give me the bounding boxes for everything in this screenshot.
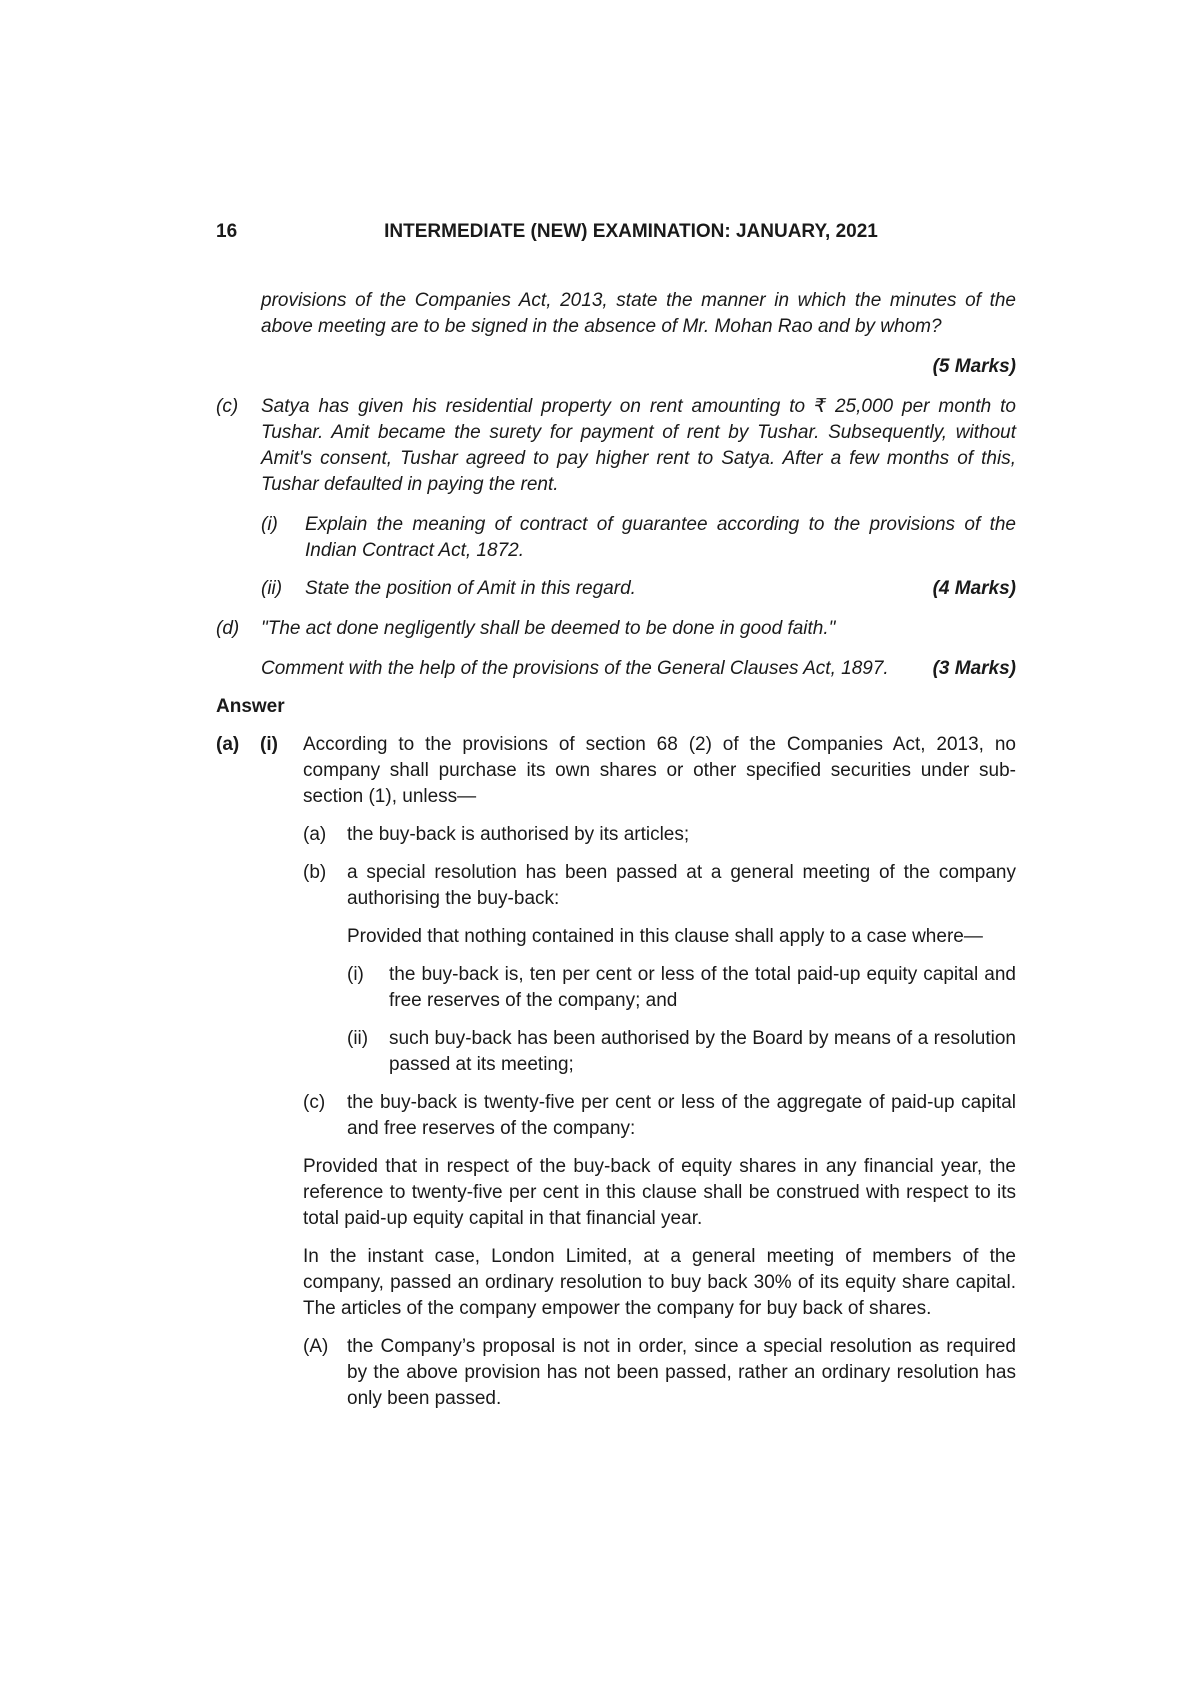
page-title: INTERMEDIATE (NEW) EXAMINATION: JANUARY, 2021 — [384, 221, 878, 242]
clause-a — [303, 822, 1016, 848]
clause-c-text: the buy-back is twenty-five per cent or less of the aggregate of paid-up capital and free reserves of the company: — [347, 1092, 1016, 1139]
answer-a-i — [216, 732, 1016, 810]
clause-b-label: (b) — [303, 862, 327, 883]
clause-b-text: a special resolution has been passed at a general meeting of the company authorising the buy-back: — [347, 862, 1016, 909]
question-d-comment: Comment with the help of the provisions of the General Clauses Act, 1897. — [261, 658, 889, 679]
proviso-item-ii-text: such buy-back has been authorised by the Board by means of a resolution passed at its meeting; — [389, 1028, 1016, 1075]
page-content — [216, 288, 1016, 1412]
proviso-item-i-text: the buy-back is, ten per cent or less of the total paid-up equity capital and free reserves of the company; and — [389, 964, 1016, 1011]
proviso-item-ii-label: (ii) — [347, 1028, 369, 1049]
question-c-text: Satya has given his residential property on rent amounting to ₹ 25,000 per month to Tushar. Amit became the surety for payment of rent by Tushar. Subsequently, without Amit's consent, Tushar agreed to pay higher rent to Satya. After a few months of this, Tushar defaulted in paying the rent. — [261, 396, 1016, 495]
conclusion-a — [303, 1334, 1016, 1412]
question-c-part-ii — [261, 576, 1016, 602]
proviso-item-i-label: (i) — [347, 964, 364, 985]
instant-case: In the instant case, London Limited, at a general meeting of members of the company, passed an ordinary resolution to buy back 30% of its equity share capital. The articles of the company empower the company for buy back of shares. — [303, 1246, 1016, 1319]
question-c-part-ii-row — [305, 576, 1016, 602]
page-number: 16 — [216, 221, 238, 242]
question-c-part-ii-text: State the position of Amit in this regard. — [305, 578, 636, 599]
answer-body — [303, 822, 1016, 1412]
question-c-part-i-label: (i) — [261, 514, 278, 535]
clause-a-text: the buy-back is authorised by its articles; — [347, 824, 690, 845]
question-b-marks-row — [216, 354, 1016, 380]
answer-heading: Answer — [216, 696, 285, 717]
page-header — [216, 219, 1016, 245]
proviso-b: Provided that nothing contained in this clause shall apply to a case where— — [347, 926, 983, 947]
question-d-label: (d) — [216, 618, 240, 639]
question-b-marks: (5 Marks) — [932, 356, 1016, 377]
proviso-item-ii — [347, 1026, 1016, 1078]
question-c-part-i-text: Explain the meaning of contract of guarantee according to the provisions of the Indian Contract Act, 1872. — [305, 514, 1016, 561]
clause-c — [303, 1090, 1016, 1142]
proviso-item-i — [347, 962, 1016, 1014]
question-c-marks: (4 Marks) — [932, 578, 1016, 599]
clause-b — [303, 860, 1016, 912]
question-b-tail: provisions of the Companies Act, 2013, state the manner in which the minutes of the above meeting are to be signed in the absence of Mr. Mohan Rao and by whom? — [261, 290, 1016, 337]
clause-a-label: (a) — [303, 824, 327, 845]
question-d-marks: (3 Marks) — [932, 658, 1016, 679]
question-c-part-i — [261, 512, 1016, 564]
question-c — [216, 394, 1016, 498]
conclusion-a-label: (A) — [303, 1336, 329, 1357]
answer-intro: According to the provisions of section 68 (2) of the Companies Act, 2013, no company shall purchase its own shares or other specified securities under sub-section (1), unless— — [303, 734, 1016, 807]
question-c-part-ii-label: (ii) — [261, 578, 283, 599]
question-d-comment-row — [261, 656, 1016, 682]
proviso-c: Provided that in respect of the buy-back of equity shares in any financial year, the reference to twenty-five per cent in this clause shall be construed with respect to its total paid-up equity capital in that financial year. — [303, 1156, 1016, 1229]
question-d-text: "The act done negligently shall be deemed to be done in good faith." — [261, 618, 836, 639]
question-c-label: (c) — [216, 396, 239, 417]
clause-c-label: (c) — [303, 1092, 326, 1113]
answer-a-label: (a) — [216, 734, 240, 755]
question-d — [216, 616, 1016, 642]
conclusion-a-text: the Company’s proposal is not in order, since a special resolution as required by the above provision has not been passed, rather an ordinary resolution has only been passed. — [347, 1336, 1016, 1409]
answer-i-label: (i) — [260, 734, 278, 755]
